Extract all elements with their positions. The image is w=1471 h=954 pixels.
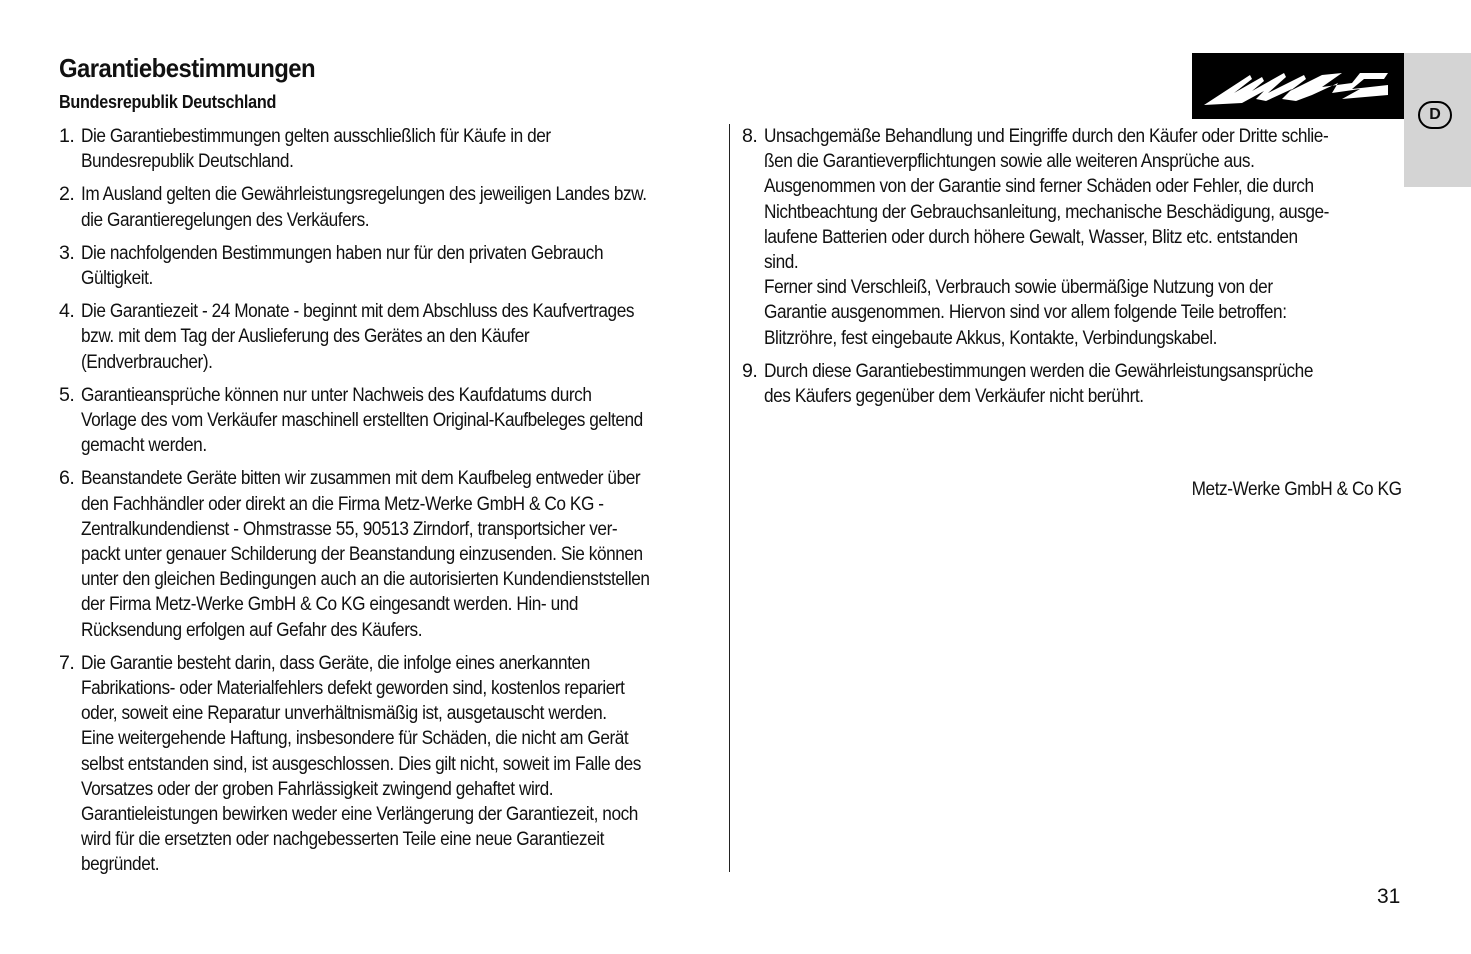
item-text: Die Garantiezeit - 24 Monate - beginnt mit dem Abschluss des Kaufvertrages bzw. mit dem Tag der Auslieferung des Gerätes an den Käufer (Endverbraucher). [81, 300, 635, 373]
item-number: 8. [742, 125, 758, 147]
metz-logo-icon [1192, 53, 1404, 119]
item-text: Durch diese Garantiebestimmungen werden die Gewährleistungsansprüche des Käufers gegenüber dem Verkäufer nicht berührt. [764, 359, 1313, 408]
page-title: Garantiebestimmungen [59, 53, 316, 83]
company-signature: Metz-Werke GmbH & Co KG [1192, 478, 1402, 500]
list-item [59, 182, 739, 232]
list-item [742, 359, 1397, 409]
list-item [59, 299, 739, 375]
metz-logo [1192, 53, 1404, 119]
item-text: Garantieansprüche können nur unter Nachweis des Kaufdatums durch Vorlage des vom Verkäufer maschinell erstellten Original-Kaufbeleges geltend gemacht werden. [81, 383, 643, 457]
item-number: 6. [59, 467, 75, 490]
list-item [59, 124, 739, 174]
item-text: Die Garantie besteht darin, dass Geräte, die infolge eines anerkannten Fabrikations- oder Materialfehlers defekt geworden sind, kostenlos repariert oder, soweit eine Reparatur unverhältnismäßig ist, ausgetauscht werden. Eine weitergehende Haftung, insbesondere für Schäden, die nicht am Gerät selbst entstanden sind, ist ausgeschlossen. Dies gilt nicht, soweit im Falle des Vorsatzes oder der groben Fahrlässigkeit zwingend gehaftet wird. Garantieleistungen bewirken weder eine Verlängerung der Garantiezeit, noch wird für die ersetzten oder nachgebesserten Teile eine neue Garantiezeit begründet. [81, 651, 641, 876]
list-item [742, 124, 1397, 351]
list-item [59, 466, 739, 642]
item-text: Beanstandete Geräte bitten wir zusammen mit dem Kaufbeleg entweder über den Fachhändler oder direkt an die Firma Metz-Werke GmbH & Co KG - Zentralkundendienst - Ohmstrasse 55, 90513 Zirndorf, transportsicher ver- packt unter genauer Schilderung der Beanstandung einzusenden. Sie können unter den gleichen Bedingungen auch an die autorisierten Kundendienststellen der Firma Metz-Werke GmbH & Co KG eingesandt werden. Hin- und Rücksendung erfolgen auf Gefahr des Käufers. [81, 467, 650, 641]
item-number: 9. [742, 359, 758, 382]
item-number: 5. [59, 383, 75, 406]
list-item [59, 651, 739, 878]
warranty-terms-left-column [59, 124, 739, 886]
item-text: Die nachfolgenden Bestimmungen haben nur für den privaten Gebrauch Gültigkeit. [81, 241, 604, 290]
item-number: 1. [59, 125, 75, 147]
item-number: 7. [59, 651, 75, 674]
page-subtitle: Bundesrepublik Deutschland [59, 92, 277, 112]
item-number: 4. [59, 300, 75, 323]
list-item [59, 241, 739, 291]
language-badge: D [1418, 101, 1452, 129]
list-item [59, 383, 739, 459]
item-text: Die Garantiebestimmungen gelten ausschließlich für Käufe in der Bundesrepublik Deutschland. [81, 125, 551, 173]
item-number: 3. [59, 241, 75, 264]
page-number: 31 [1377, 885, 1401, 908]
item-number: 2. [59, 183, 75, 206]
item-text: Im Ausland gelten die Gewährleistungsregelungen des jeweiligen Landes bzw. die Garantieregelungen des Verkäufers. [81, 183, 647, 231]
warranty-terms-right-column [742, 124, 1397, 417]
column-divider [729, 124, 730, 872]
item-text: Unsachgemäße Behandlung und Eingriffe durch den Käufer oder Dritte schlie- ßen die Garantieverpflichtungen sowie alle weiteren Ansprüche aus. Ausgenommen von der Garantie sind ferner Schäden oder Fehler, die durch Nichtbeachtung der Gebrauchsanleitung, mechanische Beschädigung, ausge- laufene Batterien oder durch höhere Gewalt, Wasser, Blitz etc. entstanden sind. Ferner sind Verschleiß, Verbrauch sowie übermäßige Nutzung von der Garantie ausgenommen. Hiervon sind vor allem folgende Teile betroffen: Blitzröhre, fest eingebaute Akkus, Kontakte, Verbindungskabel. [764, 125, 1329, 349]
